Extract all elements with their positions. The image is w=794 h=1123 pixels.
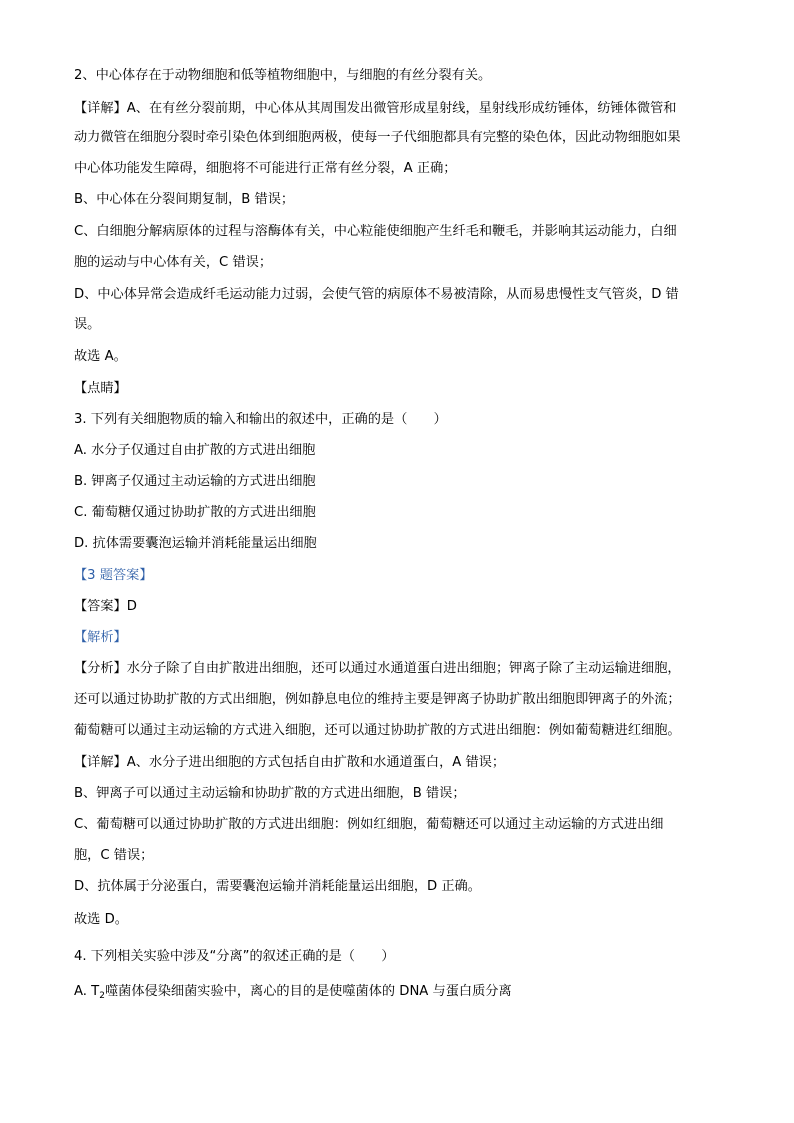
text-line: 胞，C 错误； (74, 848, 154, 863)
text-line: 【分析】水分子除了自由扩散进出细胞，还可以通过水通道蛋白进出细胞；钾离子除了主动运输进细胞， (74, 661, 681, 676)
option-a: A. 水分子仅通过自由扩散的方式进出细胞 (74, 443, 316, 458)
option-a-prefix: A. T (74, 984, 100, 999)
text-line: 【详解】A、在有丝分裂前期，中心体从其周围发出微管形成星射线，星射线形成纺锤体，纺锤体微管和 (74, 101, 677, 116)
text-line: 误。 (74, 317, 101, 332)
option-a (74, 982, 724, 1002)
section-heading: 【点睛】 (74, 381, 127, 396)
option-a-subscript: 2 (99, 991, 105, 1001)
option-c: C. 葡萄糖仅通过协助扩散的方式进出细胞 (74, 505, 316, 520)
question-stem: 4. 下列相关实验中涉及“分离”的叙述正确的是（ ） (74, 949, 395, 964)
answer-line: 【答案】D (74, 599, 137, 614)
text-line: 胞的运动与中心体有关，C 错误； (74, 255, 273, 270)
option-b: B. 钾离子仅通过主动运输的方式进出细胞 (74, 474, 316, 489)
text-line: B、钾离子可以通过主动运输和协助扩散的方式进出细胞，B 错误； (74, 786, 466, 801)
answer-heading: 【3 题答案】 (74, 568, 153, 583)
question-stem: 3. 下列有关细胞物质的输入和输出的叙述中，正确的是（ ） (74, 412, 447, 427)
text-line: D、中心体异常会造成纤毛运动能力过弱，会使气管的病原体不易被清除，从而易患慢性支气管炎，D 错 (74, 287, 679, 302)
analysis-heading: 【解析】 (74, 630, 127, 645)
text-line: 中心体功能发生障碍，细胞将不可能进行正常有丝分裂，A 正确； (74, 161, 457, 176)
text-line: 故选 A。 (74, 349, 127, 364)
text-line: 故选 D。 (74, 912, 128, 927)
text-line: 2、中心体存在于动物细胞和低等植物细胞中，与细胞的有丝分裂有关。 (74, 68, 492, 83)
text-line: 还可以通过协助扩散的方式出细胞，例如静息电位的维持主要是钾离子协助扩散出细胞即钾离子的外流； (74, 692, 681, 707)
text-line: 动力微管在细胞分裂时牵引染色体到细胞两极，使每一子代细胞都具有完整的染色体，因此动物细胞如果 (74, 130, 681, 145)
text-line: C、白细胞分解病原体的过程与溶酶体有关，中心粒能使细胞产生纤毛和鞭毛，并影响其运动能力，白细 (74, 224, 677, 239)
text-line: 葡萄糖可以通过主动运输的方式进入细胞，还可以通过协助扩散的方式进出细胞：例如葡萄糖进红细胞。 (74, 723, 681, 738)
text-line: 【详解】A、水分子进出细胞的方式包括自由扩散和水通道蛋白，A 错误； (74, 755, 506, 770)
text-line: B、中心体在分裂间期复制，B 错误； (74, 192, 295, 207)
option-d: D. 抗体需要囊泡运输并消耗能量运出细胞 (74, 536, 317, 551)
text-line: C、葡萄糖可以通过协助扩散的方式进出细胞：例如红细胞，葡萄糖还可以通过主动运输的方式进出细 (74, 817, 664, 832)
text-line: D、抗体属于分泌蛋白，需要囊泡运输并消耗能量运出细胞，D 正确。 (74, 879, 481, 894)
option-a-text: 噬菌体侵染细菌实验中，离心的目的是使噬菌体的 DNA 与蛋白质分离 (104, 984, 512, 999)
